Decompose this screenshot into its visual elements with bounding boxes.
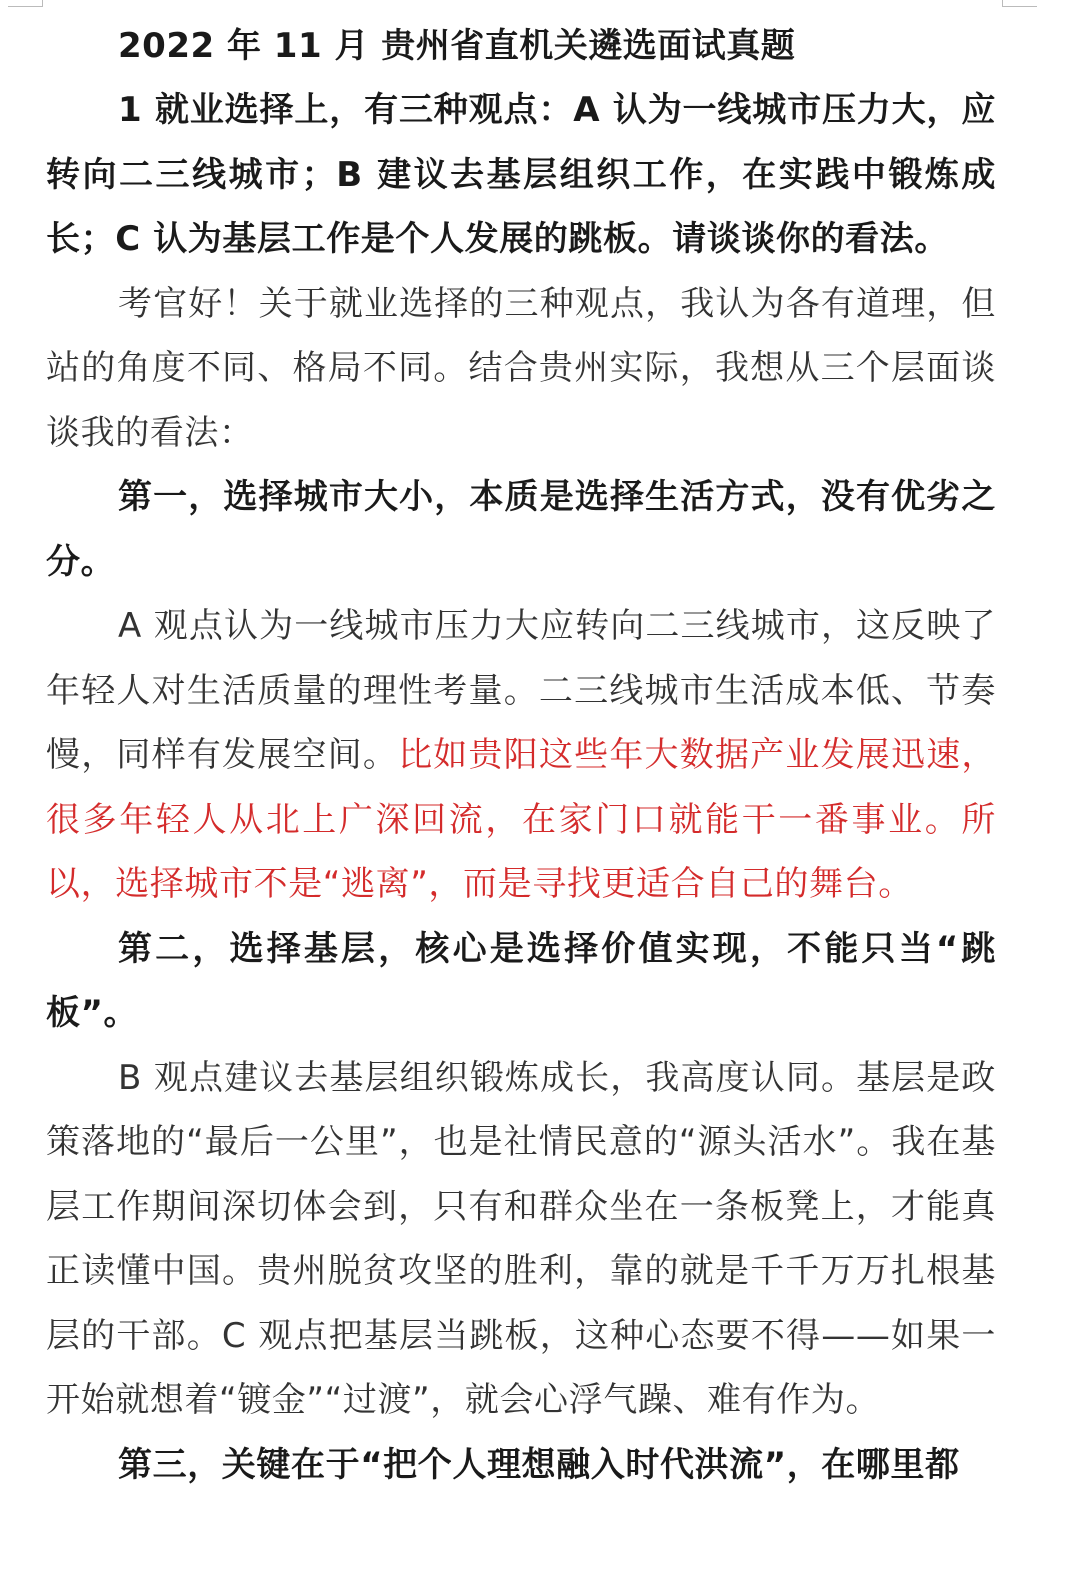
point1-body-text: A 观点认为一线城市压力大应转向二三线城市，这反映了年轻人对生活质量的理性考量。二三线城市生活成本低、节奏慢，同样有发展空间。 bbox=[46, 606, 996, 775]
document-page bbox=[46, 14, 996, 1497]
intro-paragraph: 考官好！关于就业选择的三种观点，我认为各有道理，但站的角度不同、格局不同。结合贵州实际，我想从三个层面谈谈我的看法： bbox=[46, 283, 996, 453]
point1-highlight-text: 比如贵阳这些年大数据产业发展迅速，很多年轻人从北上广深回流，在家门口就能干一番事业。所以，选择城市不是“逃离”，而是寻找更适合自己的舞台。 bbox=[46, 735, 996, 904]
point2-paragraph: B 观点建议去基层组织锻炼成长，我高度认同。基层是政策落地的“最后一公里”，也是社情民意的“源头活水”。我在基层工作期间深切体会到，只有和群众坐在一条板凳上，才能真正读懂中国。贵州脱贫攻坚的胜利，靠的就是千千万万扎根基层的干部。C 观点把基层当跳板，这种心态要不得——如果一开始就想着“镀金”“过渡”，就会心浮气躁、难有作为。 bbox=[46, 1057, 996, 1420]
document-title: 2022 年 11 月 贵州省直机关遴选面试真题 bbox=[118, 26, 796, 66]
point1-paragraph bbox=[46, 594, 996, 917]
page-corner-mark-right bbox=[1002, 0, 1037, 7]
question-text: 1 就业选择上，有三种观点：A 认为一线城市压力大，应转向二三线城市；B 建议去基层组织工作，在实践中锻炼成长；C 认为基层工作是个人发展的跳板。请谈谈你的看法。 bbox=[46, 90, 996, 259]
point1-heading: 第一，选择城市大小，本质是选择生活方式，没有优劣之分。 bbox=[46, 477, 996, 582]
point3-heading: 第三，关键在于“把个人理想融入时代洪流”，在哪里都 bbox=[118, 1444, 960, 1485]
point2-heading: 第二，选择基层，核心是选择价值实现，不能只当“跳板”。 bbox=[46, 928, 996, 1033]
page-corner-mark-left bbox=[8, 0, 43, 7]
